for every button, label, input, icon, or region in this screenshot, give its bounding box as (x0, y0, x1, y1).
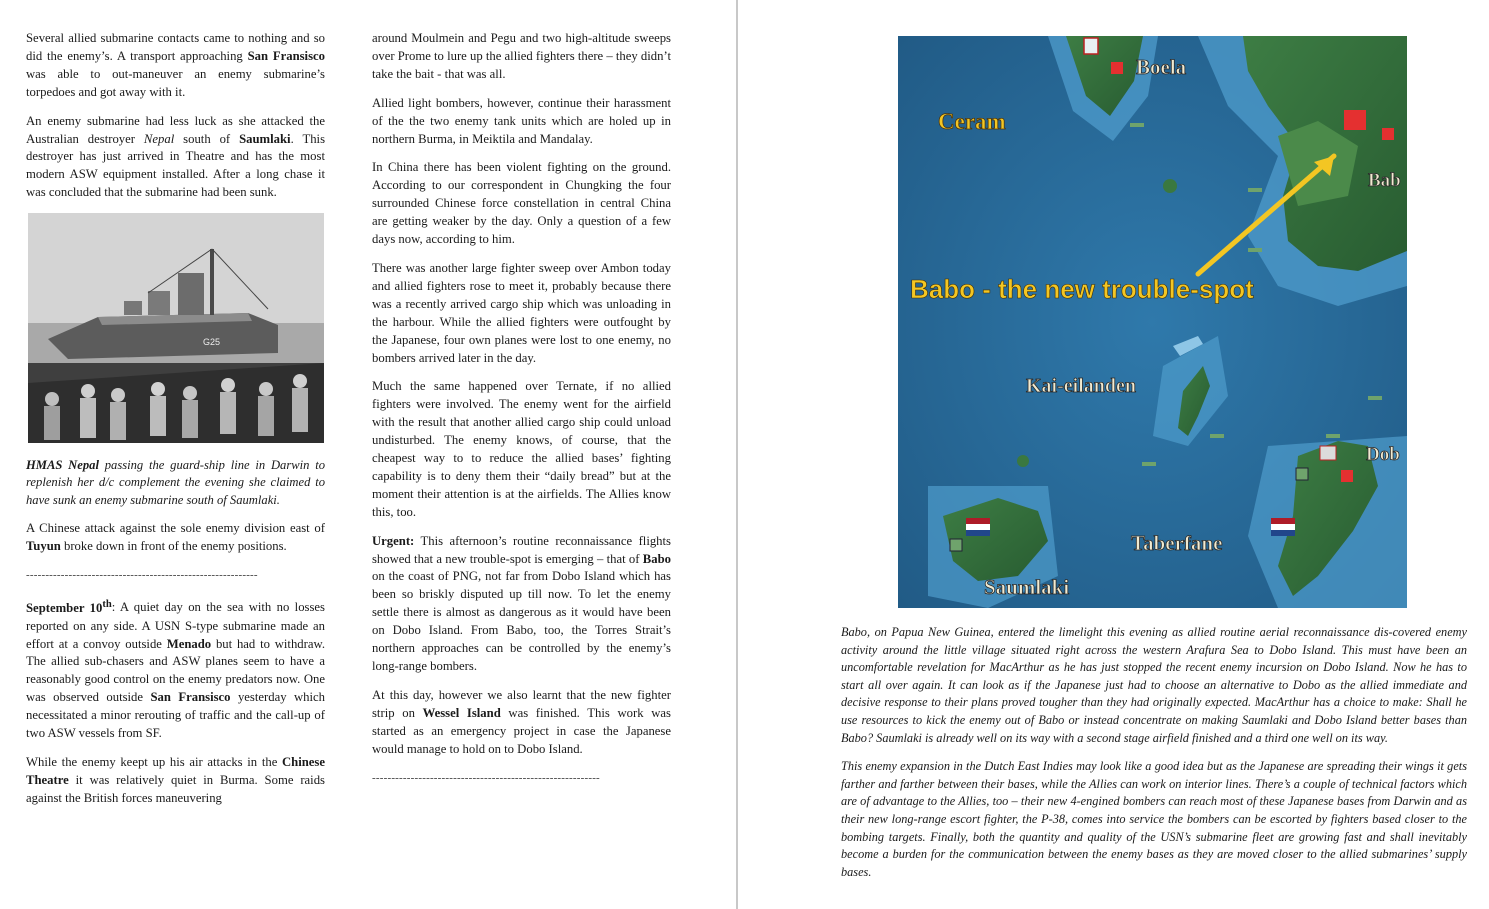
text-run: on the coast of PNG, not far from Dobo Island which has been so briskly disputed up till now. To let the enemy settle there is almost as dangerous as it would have been on Dobo Island. From Babo, too, the Torres Strait’s northern approaches can be controlled by the enemy’s long-range bombers. (372, 569, 671, 673)
paragraph-ternate: Much the same happened over Ternate, if no allied fighters were involved. The enemy went for the airfield with the result that another allied cargo ship could unload undisturbed. The enemy knows, of course, that the cheapest way to to reduce the allied bases’ fighting capability is to deny them their “daily bread” but at the moment their attention is at the airfields. The Allies know this, too. (372, 379, 671, 519)
section-divider: ------------------------------------------------------------ (26, 568, 258, 581)
text-run: . This destroyer has just arrived in Theatre and has the most modern ASW equipment installed. After a long chase it was concluded that the submarine had been sunk. (26, 131, 326, 200)
paragraph-september-10 (26, 595, 325, 742)
caption-text: passing the guard-ship line in Darwin to replenish her d/c complement the evening she claimed to have sunk an enemy submarine south of Saumlaki. (26, 458, 326, 507)
paragraph-burma-sweeps: around Moulmein and Pegu and two high-altitude sweeps over Prome to lure up the allied fighters there – they didn’t take the bait - that was all. (372, 31, 671, 81)
text-run: was able to out-maneuver an enemy submarine’s torpedoes and got away with it. (26, 66, 325, 99)
text-run: was finished. This work was started as an emergency project in case the Japanese would manage to hold on to Dobo Island. (372, 705, 671, 756)
text-column-2 (372, 30, 671, 798)
date-heading (26, 598, 112, 615)
date-suffix: th (102, 598, 112, 610)
text-run: This afternoon’s routine reconnaissance flights showed that a new trouble-spot is emerging – that of (372, 533, 671, 566)
caption-ship-name: HMAS Nepal (26, 458, 99, 473)
paragraph-transport (26, 30, 325, 102)
place-tuyun: Tuyun (26, 538, 61, 553)
text-run: yesterday which necessitated a minor rerouting of traffic and the call-up of two ASW vessels from SF. (26, 690, 325, 741)
map-label-kai: Kai-eilanden (1026, 375, 1137, 397)
text-run: broke down in front of the enemy positions. (60, 538, 287, 553)
paragraph-chinese-theatre (26, 754, 325, 808)
paragraph-light-bombers: Allied light bombers, however, continue their harassment of the the two enemy tank units which are holed up in northern Burma, in Meiktila and Mandalay. (372, 95, 671, 146)
text-run: : A quiet day on the sea with no losses reported on any side. A USN S-type submarine made an effort at a convoy outside (26, 600, 325, 651)
place-saumlaki: Saumlaki (239, 131, 291, 146)
place-san-fransisco: San Fransisco (150, 690, 231, 705)
arafura-sea-map (898, 36, 1407, 608)
photo-caption (26, 457, 325, 509)
paragraph-tuyun (26, 520, 325, 556)
map-caption-paragraph-2: This enemy expansion in the Dutch East Indies may look like a good idea but as the Japanese are spreading their wings it gets farther and farther between their bases, while the Allies can work on interior lines. There’s a couple of technical factors which are of advantage to the Allies, too – their new 4-engined bombers can reach most of these Japanese bases from Darwin and as their new long-range escort fighter, the P-38, comes into service the bombers can be escorted by fighters based closer to the bombing targets. Finally, both the quantity and quality of the USN’s submarine fleet are growing fast and shall inevitably become a burden for the communication between the enemy bases as they are moved closer to the allied submarines’ supply bases. (841, 759, 1467, 879)
text-run: A Chinese attack against the sole enemy division east of (26, 520, 325, 535)
date-text: September 10 (26, 600, 103, 615)
left-page (0, 0, 736, 909)
map-label-ceram: Ceram (938, 109, 1006, 134)
paragraph-china: In China there has been violent fighting on the ground. According to our correspondent in Chungking the four surrounded Chinese force constellation in central China are getting weaker by the day. Only a question of a few days now, according to him. (372, 160, 671, 247)
text-run: it was relatively quiet in Burma. Some raids against the British forces maneuvering (26, 772, 325, 805)
paragraph-urgent (372, 533, 671, 676)
paragraph-wessel-island (372, 687, 671, 759)
text-run: While the enemy keept up his air attacks in the (26, 754, 282, 769)
map-label-saumlaki: Saumlaki (984, 575, 1070, 599)
destroyer-photo (28, 213, 324, 443)
map-caption-paragraph-1: Babo, on Papua New Guinea, entered the limelight this evening as allied routine aerial reconnaissance dis-covered enemy activity around the little village situated right across the western Arafura Sea to Dobo Island. This must have been an uncomfortable revelation for MacArthur as he has just stopped the recent enemy incursion on Dobo Island. Now he has to start all over again. It can look as if the Japanese just had to choose an alternative to Dobo as the allied immediate and decisive response to their plans proved tougher than they had originally expected. MacArthur has a choice to make: Shall he use resources to kick the enemy out of Babo or instead concentrate on making Saumlaki and Dobo Island better bases than Babo? Saumlaki is already well on its way with a second stage airfield finished and a third one well on its way. (841, 625, 1467, 745)
text-column-1 (26, 30, 325, 819)
map-label-babo: Bab (1368, 170, 1401, 191)
svg-text:G25: G25 (203, 337, 221, 348)
place-wessel-island: Wessel Island (422, 705, 501, 720)
urgent-label: Urgent: (372, 533, 415, 548)
paragraph-ambon: There was another large fighter sweep over Ambon today and allied fighters rose to meet it, probably because there was a recently arrived cargo ship which was unloading in the harbour. While the allied fighters were outfought by the Japanese, four own planes were lost to one enemy, no bombers arrived later in the day. (372, 260, 671, 365)
map-caption (841, 624, 1467, 892)
section-divider: ----------------------------------------------------------- (372, 771, 600, 784)
place-san-fransisco: San Fransisco (247, 48, 325, 63)
map-label-dobo: Dob (1366, 444, 1400, 465)
text-run: south of (174, 131, 240, 146)
map-label-boela: Boela (1136, 55, 1187, 79)
place-menado: Menado (166, 636, 212, 651)
place-chinese-theatre: Chinese Theatre (26, 754, 325, 787)
text-run: Several allied submarine contacts came to nothing and so did the enemy’s. A transport approaching (26, 31, 325, 63)
text-run: An enemy submarine had less luck as she attacked the Australian destroyer (26, 113, 325, 146)
map-callout-babo: Babo - the new trouble-spot (910, 274, 1254, 304)
ship-nepal: Nepal (143, 131, 175, 146)
text-run: At this day, however we also learnt that the new fighter strip on (372, 687, 671, 720)
map-label-taberfane: Taberfane (1131, 531, 1223, 555)
text-run: but had to withdraw. The allied sub-chasers and ASW planes seem to have a reasonably good control on the enemy predators now. One was observed outside (26, 636, 326, 705)
place-babo: Babo (642, 551, 671, 566)
paragraph-nepal (26, 113, 325, 203)
